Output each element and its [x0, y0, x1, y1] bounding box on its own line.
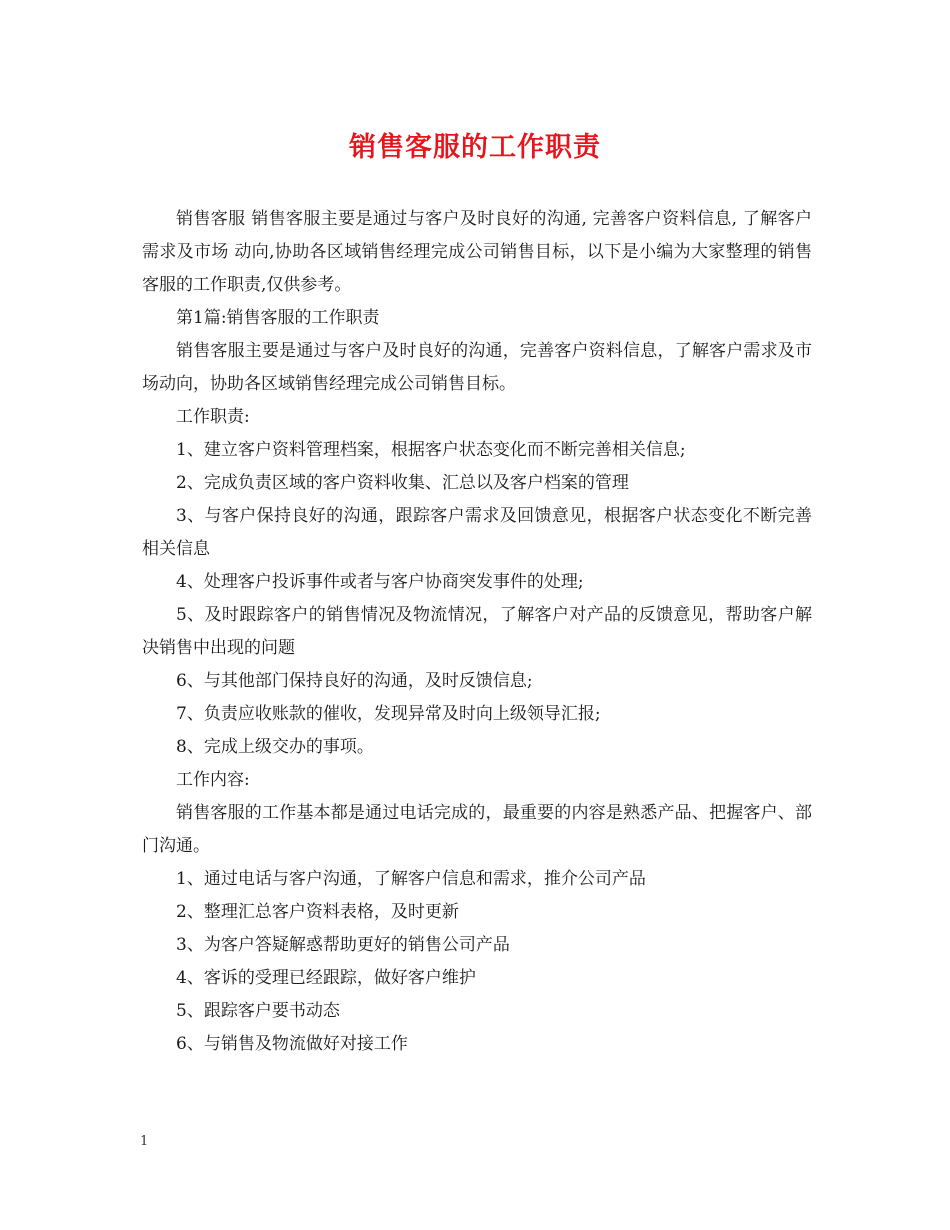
section-heading-1: 第1篇:销售客服的工作职责 [176, 308, 380, 328]
duty-item-1: 1、建立客户资料管理档案，根据客户状态变化而不断完善相关信息; [176, 440, 686, 460]
content-heading: 工作内容: [176, 770, 250, 790]
document-title: 销售客服的工作职责 [349, 132, 601, 163]
content-item-5: 5、跟踪客户要书动态 [176, 1001, 340, 1021]
duty-item-3: 3、与客户保持良好的沟通，跟踪客户需求及回馈意见，根据客户状态变化不断完善相关信息 [142, 506, 812, 559]
duty-item-7: 7、负责应收账款的催收，发现异常及时向上级领导汇报; [176, 704, 601, 724]
document-body [142, 203, 812, 1061]
content-item-6: 6、与销售及物流做好对接工作 [176, 1034, 408, 1054]
duty-item-8: 8、完成上级交办的事项。 [176, 737, 374, 757]
content-item-2: 2、整理汇总客户资料表格，及时更新 [176, 902, 459, 922]
duty-item-5: 5、及时跟踪客户的销售情况及物流情况，了解客户对产品的反馈意见，帮助客户解决销售中出现的问题 [142, 605, 812, 658]
content-item-1: 1、通过电话与客户沟通，了解客户信息和需求，推介公司产品 [176, 869, 646, 889]
summary-paragraph: 销售客服主要是通过与客户及时良好的沟通，完善客户资料信息，了解客户需求及市场动向，协助各区域销售经理完成公司销售目标。 [142, 341, 812, 394]
content-summary: 销售客服的工作基本都是通过电话完成的，最重要的内容是熟悉产品、把握客户、部门沟通。 [142, 803, 812, 856]
duty-item-6: 6、与其他部门保持良好的沟通，及时反馈信息; [176, 671, 533, 691]
content-item-4: 4、客诉的受理已经跟踪，做好客户维护 [176, 968, 476, 988]
intro-paragraph: 销售客服 销售客服主要是通过与客户及时良好的沟通, 完善客户资料信息, 了解客户需求及市场 动向,协助各区域销售经理完成公司销售目标，以下是小编为大家整理的销售客服的工作职责,仅供参考。 [142, 209, 812, 295]
content-item-3: 3、为客户答疑解惑帮助更好的销售公司产品 [176, 935, 510, 955]
duty-item-2: 2、完成负责区域的客户资料收集、汇总以及客户档案的管理 [176, 473, 629, 493]
duties-heading: 工作职责: [176, 407, 250, 427]
duty-item-4: 4、处理客户投诉事件或者与客户协商突发事件的处理; [176, 572, 584, 592]
page-number: 1 [140, 1134, 149, 1149]
